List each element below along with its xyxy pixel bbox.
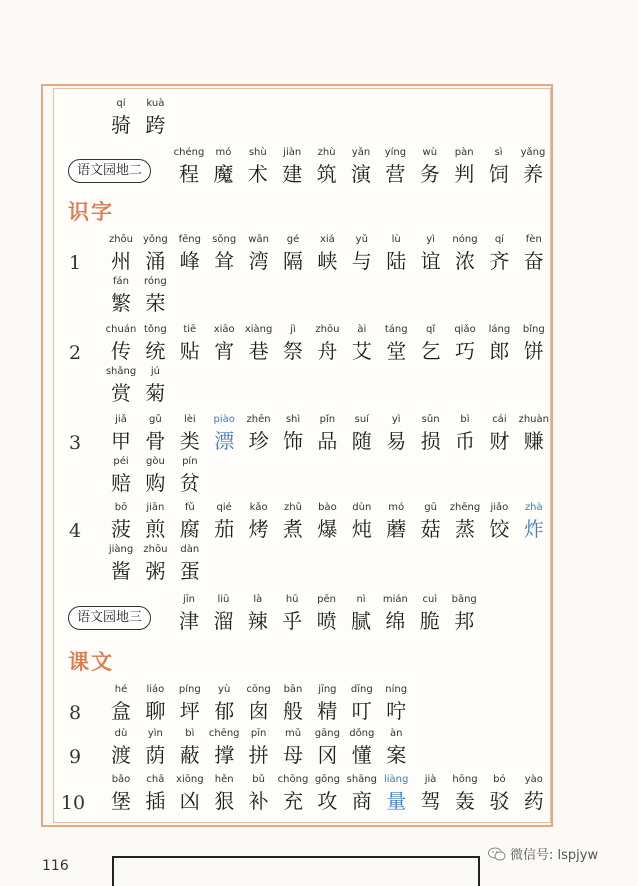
pinyin: pín (182, 456, 198, 467)
pinyin: píng (178, 684, 201, 695)
pinyin: bān (283, 684, 303, 695)
section-heading-shizi: 识字 (68, 199, 114, 224)
pinyin: qǐ (426, 324, 436, 335)
pinyin: yào (524, 774, 543, 785)
pinyin: fèn (525, 234, 542, 245)
lesson-number: 8 (68, 702, 82, 724)
character-row (0, 540, 638, 596)
hanzi: 骑 (111, 113, 131, 137)
pinyin: zhēn (246, 414, 271, 425)
hanzi: 骨 (145, 429, 166, 453)
pinyin: hū (285, 594, 299, 605)
pinyin: sì (494, 147, 503, 158)
pinyin: yìn (147, 728, 163, 739)
hanzi: 统 (145, 339, 166, 363)
hanzi: 郎 (489, 339, 510, 363)
hanzi: 涌 (145, 249, 166, 273)
pinyin: chuán (105, 324, 137, 335)
hanzi: 蘑 (386, 517, 407, 541)
hanzi: 蛋 (179, 559, 200, 583)
hanzi: 母 (283, 743, 303, 767)
pinyin: gǔ (149, 414, 162, 425)
character-cell (138, 94, 172, 150)
hanzi: 菊 (145, 381, 166, 405)
hanzi: 荣 (145, 291, 166, 315)
pinyin: yǎn (351, 147, 371, 158)
hanzi: 峡 (317, 249, 338, 273)
pinyin: dù (114, 728, 128, 739)
pinyin: chēng (208, 728, 240, 739)
hanzi: 赔 (111, 471, 131, 495)
pinyin: chéng (173, 147, 205, 158)
pinyin: láng (488, 324, 511, 335)
pinyin: gōng (314, 774, 340, 785)
hanzi: 财 (489, 429, 510, 453)
pinyin: sǔn (421, 414, 440, 425)
pinyin: shù (248, 147, 267, 158)
pinyin: wān (248, 234, 269, 245)
character-cell (173, 540, 207, 596)
hanzi: 随 (351, 429, 372, 453)
hanzi: 浓 (455, 249, 475, 273)
hanzi: 峰 (179, 249, 200, 273)
hanzi: 狠 (214, 789, 235, 813)
pinyin: zhǔ (284, 502, 302, 513)
pinyin: xiá (319, 234, 335, 245)
section-heading-kewen: 课文 (68, 649, 114, 674)
pinyin: tiē (183, 324, 197, 335)
hanzi: 辣 (247, 609, 268, 633)
pinyin: hěn (214, 774, 234, 785)
hanzi: 巷 (248, 339, 269, 363)
pinyin: shāng (346, 774, 377, 785)
pinyin: bó (493, 774, 506, 785)
hanzi: 盒 (111, 699, 131, 723)
pinyin: péi (113, 456, 129, 467)
hanzi: 币 (455, 429, 475, 453)
pinyin: yǎng (520, 147, 546, 158)
pinyin: zhuàn (518, 414, 549, 425)
hanzi: 囱 (248, 699, 269, 723)
pinyin: pēn (317, 594, 337, 605)
hanzi: 齐 (489, 249, 510, 273)
pinyin: lù (391, 234, 401, 245)
pinyin: gé (286, 234, 300, 245)
hanzi: 品 (317, 429, 338, 453)
hanzi: 与 (351, 249, 372, 273)
hanzi: 舟 (317, 339, 338, 363)
hanzi: 赚 (523, 429, 544, 453)
hanzi: 补 (248, 789, 269, 813)
lesson-number: 10 (60, 792, 86, 814)
hanzi: 撑 (214, 743, 235, 767)
hanzi: 聊 (145, 699, 166, 723)
pinyin: nì (356, 594, 366, 605)
pinyin: shì (285, 414, 301, 425)
hanzi: 乞 (420, 339, 441, 363)
pinyin: qié (216, 502, 232, 513)
hanzi: 饺 (489, 517, 510, 541)
hanzi: 渡 (111, 743, 131, 767)
pinyin: bǎo (111, 774, 131, 785)
hanzi: 蔽 (179, 743, 200, 767)
character-cell (517, 770, 551, 826)
hanzi: 奋 (523, 249, 544, 273)
hanzi: 甲 (111, 429, 131, 453)
pinyin: qí (116, 98, 126, 109)
hanzi: 轰 (455, 789, 475, 813)
hanzi: 凶 (179, 789, 200, 813)
pinyin: gòu (145, 456, 165, 467)
hanzi: 珍 (248, 429, 269, 453)
hanzi: 类 (179, 429, 200, 453)
pinyin: gāng (314, 728, 340, 739)
pinyin: mó (388, 502, 405, 513)
pinyin: zhù (317, 147, 336, 158)
hanzi: 贴 (179, 339, 200, 363)
hanzi: 魔 (213, 162, 234, 186)
hanzi: 叮 (351, 699, 372, 723)
hanzi: 湾 (248, 249, 269, 273)
pinyin: sǒng (212, 234, 237, 245)
character-row (0, 590, 638, 646)
pinyin: kuà (146, 98, 165, 109)
hanzi: 驾 (420, 789, 441, 813)
pinyin: qí (494, 234, 504, 245)
hanzi: 隔 (283, 249, 303, 273)
pinyin: mǔ (284, 728, 302, 739)
pinyin: mó (215, 147, 232, 158)
hanzi: 充 (283, 789, 303, 813)
hanzi: 咛 (386, 699, 407, 723)
pinyin: zhōu (315, 324, 340, 335)
pinyin: xiōng (176, 774, 204, 785)
pinyin: jiǎ (115, 414, 127, 425)
hanzi: 邦 (454, 609, 475, 633)
pinyin: fēng (178, 234, 201, 245)
hanzi: 溜 (213, 609, 234, 633)
hanzi: 腻 (351, 609, 371, 633)
hanzi: 腐 (179, 517, 200, 541)
lesson-number: 3 (68, 432, 82, 454)
pinyin: là (253, 594, 263, 605)
hanzi: 术 (247, 162, 268, 186)
pinyin: dǒng (349, 728, 375, 739)
hanzi: 绵 (385, 609, 406, 633)
pinyin: àn (389, 728, 403, 739)
pinyin: níng (385, 684, 408, 695)
hanzi: 营 (385, 162, 406, 186)
pinyin: mián (382, 594, 408, 605)
pinyin: dàn (180, 544, 200, 555)
hanzi: 蒸 (455, 517, 475, 541)
pinyin: dīng (350, 684, 373, 695)
watermark-text: 微信号: lspjyw (510, 848, 599, 863)
hanzi: 筑 (316, 162, 337, 186)
hanzi: 饰 (283, 429, 303, 453)
character-cell (516, 143, 550, 199)
hanzi: 乎 (282, 609, 303, 633)
hanzi: 演 (351, 162, 371, 186)
pinyin: jú (150, 366, 160, 377)
pinyin: chōng (277, 774, 309, 785)
pinyin: bǔ (252, 774, 265, 785)
pinyin: gū (424, 502, 437, 513)
yuwen-yuandi-tag: 语文园地二 (68, 159, 151, 183)
pinyin: nóng (452, 234, 478, 245)
hanzi: 脆 (419, 609, 440, 633)
hanzi: 商 (351, 789, 372, 813)
hanzi: 炖 (351, 517, 372, 541)
hanzi: 堂 (386, 339, 407, 363)
pinyin: qiǎo (454, 324, 476, 335)
pinyin: xiàng (244, 324, 273, 335)
hanzi: 陆 (386, 249, 407, 273)
pinyin: cuì (422, 594, 438, 605)
hanzi: 郁 (214, 699, 235, 723)
pinyin: liàng (384, 774, 409, 785)
hanzi: 煮 (283, 517, 303, 541)
pinyin: bō (114, 502, 128, 513)
pinyin: shǎng (105, 366, 137, 377)
hanzi: 津 (179, 609, 199, 633)
pinyin: bào (318, 502, 337, 513)
lesson-number: 2 (68, 342, 82, 364)
hanzi: 贫 (179, 471, 200, 495)
pinyin: fǔ (184, 502, 195, 513)
pinyin: yíng (384, 147, 407, 158)
hanzi: 茄 (214, 517, 235, 541)
hanzi: 拼 (248, 743, 269, 767)
hanzi: 堡 (111, 789, 131, 813)
hanzi: 炸 (523, 517, 544, 541)
pinyin: jiǎo (490, 502, 509, 513)
pinyin: liáo (146, 684, 165, 695)
hanzi: 喷 (316, 609, 337, 633)
pinyin: bì (185, 728, 195, 739)
pinyin: zhēng (449, 502, 481, 513)
pinyin: ài (357, 324, 367, 335)
pinyin: bǐng (522, 324, 545, 335)
character-row (0, 94, 638, 150)
pinyin: zhōu (108, 234, 134, 245)
hanzi: 养 (523, 162, 543, 186)
hanzi: 务 (419, 162, 440, 186)
pinyin: yǔ (355, 234, 368, 245)
pinyin: fán (113, 276, 129, 287)
hanzi: 煎 (145, 517, 166, 541)
hanzi: 插 (145, 789, 166, 813)
hanzi: 般 (283, 699, 303, 723)
pinyin: bāng (451, 594, 477, 605)
hanzi: 荫 (145, 743, 166, 767)
hanzi: 艾 (351, 339, 372, 363)
pinyin: jià (424, 774, 437, 785)
pinyin: táng (384, 324, 408, 335)
character-cell (447, 590, 481, 646)
hanzi: 易 (386, 429, 407, 453)
pinyin: lèi (183, 414, 196, 425)
wechat-icon (488, 847, 506, 861)
lesson-number: 9 (68, 746, 82, 768)
pinyin: chā (146, 774, 165, 785)
pinyin: yì (391, 414, 401, 425)
hanzi: 损 (420, 429, 441, 453)
pinyin: jīn (183, 594, 195, 605)
pinyin: cái (492, 414, 507, 425)
hanzi: 烤 (248, 517, 269, 541)
pinyin: wù (422, 147, 438, 158)
hanzi: 酱 (111, 559, 131, 583)
hanzi: 跨 (145, 113, 166, 137)
lesson-number: 4 (68, 520, 82, 542)
hanzi: 程 (179, 162, 199, 186)
hanzi: 赏 (111, 381, 131, 405)
pinyin: jiàn (283, 147, 302, 158)
character-row (0, 770, 638, 826)
hanzi: 冈 (317, 743, 338, 767)
page-number: 116 (42, 858, 69, 874)
hanzi: 攻 (317, 789, 338, 813)
pinyin: zhà (524, 502, 543, 513)
pinyin: xiāo (213, 324, 235, 335)
next-page-box (112, 856, 480, 886)
pinyin: jì (290, 324, 296, 335)
hanzi: 粥 (145, 559, 166, 583)
pinyin: jiān (146, 502, 165, 513)
hanzi: 驳 (489, 789, 510, 813)
pinyin: dùn (352, 502, 372, 513)
pinyin: bì (460, 414, 470, 425)
pinyin: jiàng (108, 544, 134, 555)
hanzi: 精 (317, 699, 338, 723)
pinyin: yù (218, 684, 231, 695)
hanzi: 菠 (111, 517, 131, 541)
pinyin: liū (217, 594, 230, 605)
character-row (0, 143, 638, 199)
pinyin: tǒng (144, 324, 167, 335)
hanzi: 传 (111, 339, 131, 363)
pinyin: pǐn (319, 414, 336, 425)
hanzi: 爆 (317, 517, 338, 541)
hanzi: 案 (386, 743, 407, 767)
hanzi: 祭 (283, 339, 303, 363)
pinyin: zhōu (143, 544, 168, 555)
pinyin: cōng (246, 684, 271, 695)
lesson-number: 1 (68, 252, 82, 274)
hanzi: 州 (111, 249, 131, 273)
pinyin: hōng (452, 774, 478, 785)
hanzi: 饲 (488, 162, 509, 186)
pinyin: suí (354, 414, 369, 425)
hanzi: 耸 (214, 249, 235, 273)
hanzi: 漂 (214, 429, 235, 453)
pinyin: hé (114, 684, 128, 695)
pinyin: róng (144, 276, 167, 287)
hanzi: 坪 (179, 699, 200, 723)
hanzi: 药 (523, 789, 544, 813)
pinyin: yǒng (143, 234, 168, 245)
yuwen-yuandi-tag: 语文园地三 (68, 606, 151, 630)
hanzi: 饼 (523, 339, 544, 363)
hanzi: 判 (454, 162, 475, 186)
hanzi: 建 (282, 162, 303, 186)
pinyin: jīng (318, 684, 337, 695)
pinyin: kǎo (249, 502, 268, 513)
hanzi: 懂 (351, 743, 372, 767)
pinyin: yì (426, 234, 435, 245)
pinyin: pàn (454, 147, 474, 158)
pinyin: pīn (250, 728, 267, 739)
pinyin: piào (213, 414, 235, 425)
hanzi: 巧 (455, 339, 475, 363)
hanzi: 宵 (214, 339, 235, 363)
hanzi: 量 (386, 789, 407, 813)
hanzi: 菇 (420, 517, 441, 541)
hanzi: 购 (145, 471, 166, 495)
watermark (488, 844, 598, 863)
hanzi: 谊 (420, 249, 441, 273)
hanzi: 繁 (111, 291, 131, 315)
